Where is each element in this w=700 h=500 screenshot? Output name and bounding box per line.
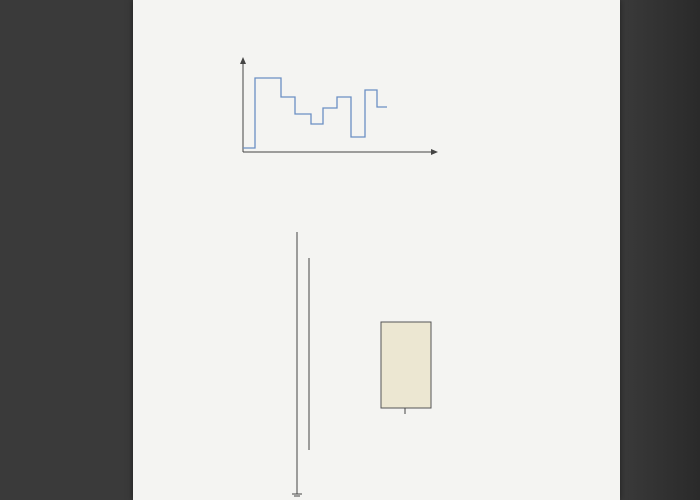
figure-q5-b2 <box>233 222 493 500</box>
t-axis-arrow <box>431 149 438 155</box>
question-text <box>169 14 609 30</box>
priority-encoder-box <box>381 322 431 408</box>
analog-input-waveform <box>243 78 387 148</box>
figure-q5-b1 <box>203 52 523 182</box>
v-axis-arrow <box>240 57 246 64</box>
document-page <box>133 0 620 500</box>
background-edge <box>620 0 700 500</box>
